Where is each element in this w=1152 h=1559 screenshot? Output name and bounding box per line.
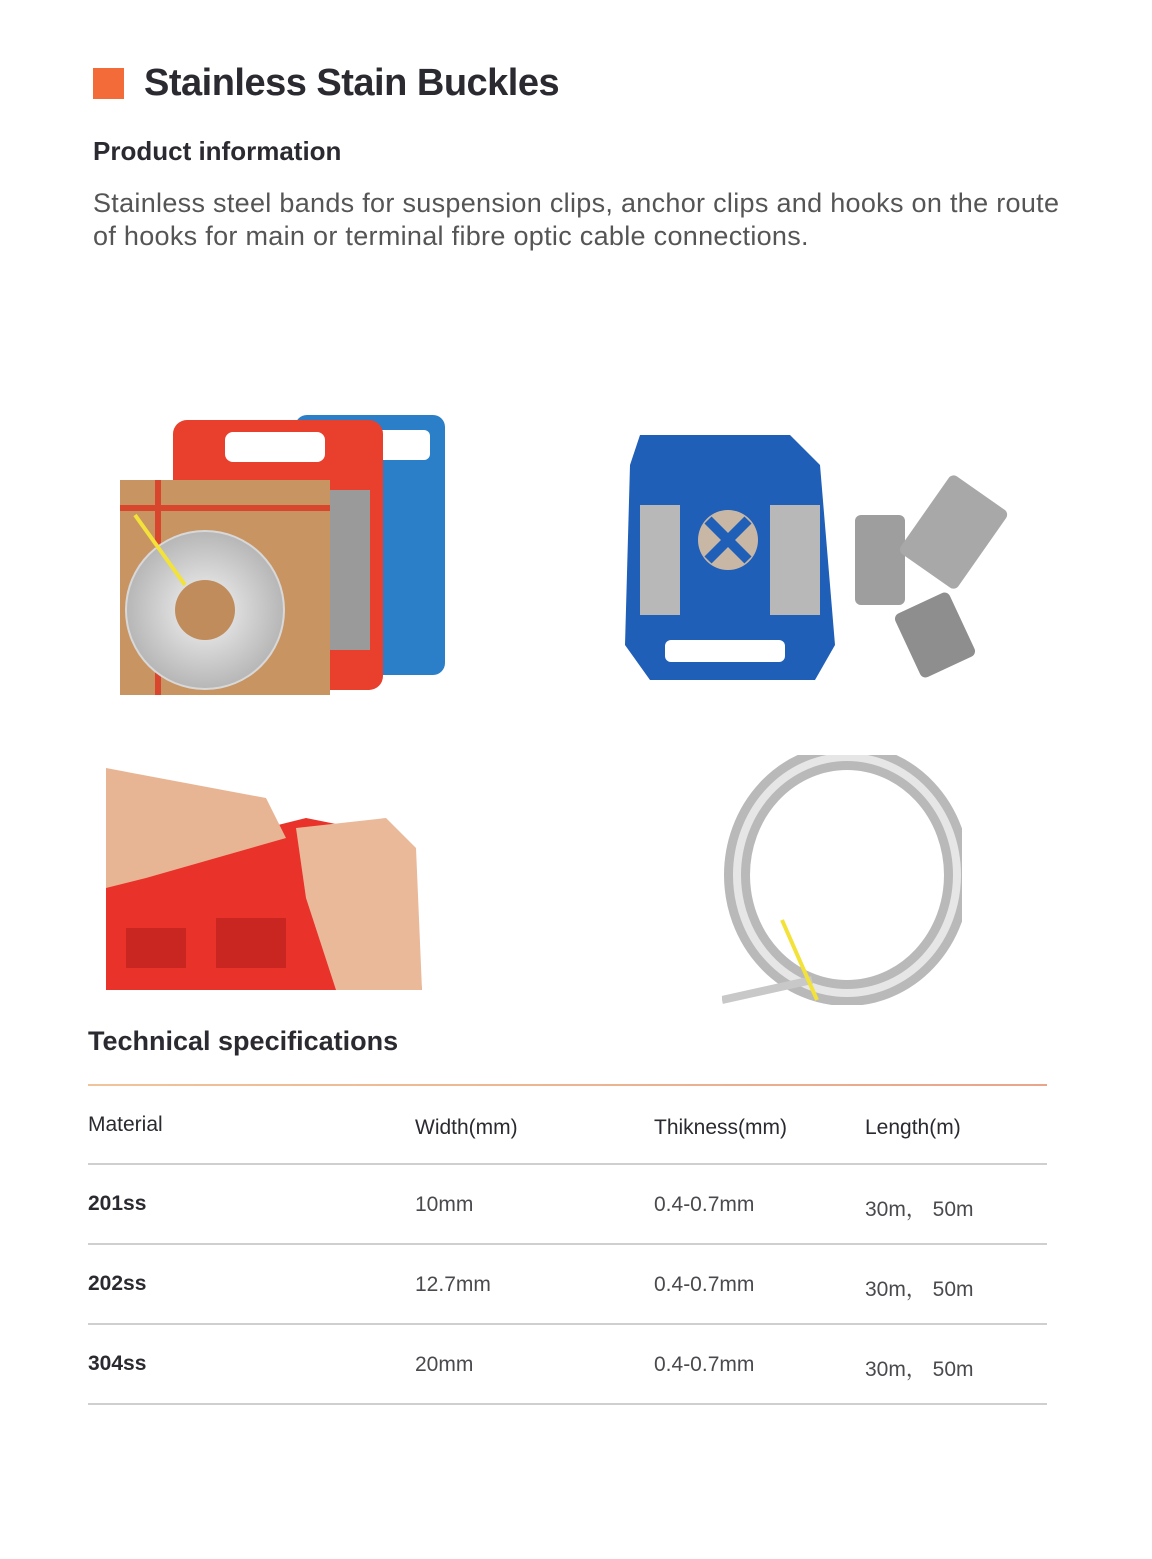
technical-specs-heading: Technical specifications [88, 1026, 399, 1056]
cell-thickness: 0.4-0.7mm [654, 1353, 755, 1376]
column-header-material: Material [88, 1113, 163, 1136]
product-description: Stainless steel bands for suspension clips, anchor clips and hooks on the route of hooks for main or terminal fibre optic cable connections. [93, 188, 1060, 251]
product-info-heading: Product information [93, 136, 342, 166]
table-row [88, 1245, 1047, 1325]
cell-width: 12.7mm [415, 1273, 491, 1296]
page-title: Stainless Stain Buckles [144, 62, 560, 104]
cell-length: 30m， 50m [865, 1198, 974, 1221]
cell-material: 202ss [88, 1272, 147, 1295]
cell-thickness: 0.4-0.7mm [654, 1193, 755, 1216]
table-row [88, 1165, 1047, 1245]
specs-table [88, 1086, 1047, 1405]
cell-material: 304ss [88, 1352, 147, 1375]
table-row [88, 1325, 1047, 1405]
red-blue-band-dispensers-image [105, 410, 455, 705]
blue-dispenser-with-buckles-image [620, 430, 1010, 690]
cell-length: 30m， 50m [865, 1358, 974, 1381]
table-header-row [88, 1086, 1047, 1165]
cell-length: 30m， 50m [865, 1278, 974, 1301]
cell-width: 10mm [415, 1193, 474, 1216]
coiled-steel-band-image [722, 755, 962, 1005]
hands-pulling-band-from-red-dispenser-image [106, 768, 422, 990]
cell-width: 20mm [415, 1353, 474, 1376]
cell-material: 201ss [88, 1192, 147, 1215]
column-header-width: Width(mm) [415, 1116, 518, 1139]
column-header-thickness: Thikness(mm) [654, 1116, 788, 1139]
cell-thickness: 0.4-0.7mm [654, 1273, 755, 1296]
column-header-length: Length(m) [865, 1116, 961, 1139]
page-title-block [93, 62, 559, 105]
title-accent-square-icon [93, 68, 124, 99]
